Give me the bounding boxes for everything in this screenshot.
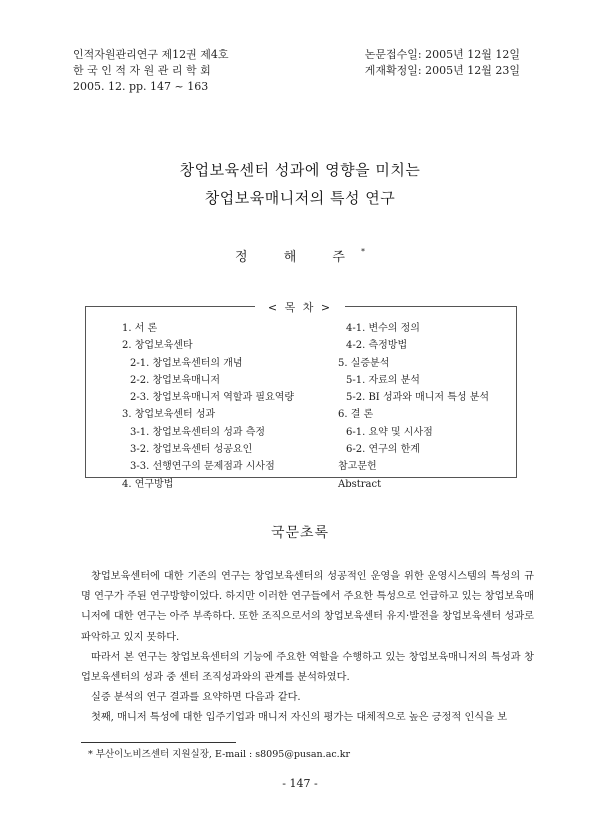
toc-right-column bbox=[338, 320, 489, 493]
toc-heading: < 목 차 > bbox=[255, 299, 345, 315]
toc-entry: 3. 창업보육센터 성과 bbox=[122, 409, 216, 421]
received-date: 논문접수일: 2005년 12월 12일 bbox=[364, 48, 520, 61]
toc-entry: Abstract bbox=[338, 478, 382, 490]
abstract-paragraph: 첫째, 매니저 특성에 대한 입주기업과 매니저 자신의 평가는 대체적으로 높은 긍정적 인식을 보 bbox=[91, 712, 508, 724]
toc-entry: 4. 연구방법 bbox=[122, 478, 174, 490]
journal-volume: 인적자원관리연구 제12권 제4호 bbox=[73, 48, 229, 61]
abstract-paragraph: 따라서 본 연구는 창업보육센터의 기능에 주요한 역할을 수행하고 있는 창업보육매니저의 특성과 창업보육센터의 성과 중 센터 조직성과와의 관계를 분석하였다. bbox=[81, 651, 534, 684]
toc-entry: 5. 실증분석 bbox=[338, 357, 390, 369]
submission-dates bbox=[365, 47, 520, 79]
toc-entry: 2. 창업보육센타 bbox=[122, 340, 193, 352]
toc-entry: 5-2. BI 성과와 매니저 특성 분석 bbox=[346, 392, 490, 404]
toc-entry: 2-2. 창업보육매니저 bbox=[130, 374, 221, 386]
accepted-date: 게재확정일: 2005년 12월 23일 bbox=[364, 64, 520, 77]
footnote-divider bbox=[81, 742, 236, 743]
author-footnote: * 부산이노비즈센터 지원실장, E-mail : s8095@pusan.ac.kr bbox=[88, 749, 350, 760]
toc-entry: 3-2. 창업보육센터 성공요인 bbox=[130, 444, 253, 456]
toc-entry: 3-1. 창업보육센터의 성과 측정 bbox=[130, 426, 266, 438]
abstract-body bbox=[81, 567, 534, 729]
toc-entry: 참고문헌 bbox=[338, 461, 377, 473]
toc-entry: 2-1. 창업보육센터의 개념 bbox=[130, 357, 243, 369]
toc-entry: 5-1. 자료의 분석 bbox=[346, 374, 420, 386]
toc-entry: 2-3. 창업보육매니저 역할과 필요역량 bbox=[130, 392, 295, 404]
author-name: 정 해 주 bbox=[235, 250, 361, 265]
toc-entry: 4-1. 변수의 정의 bbox=[346, 323, 420, 334]
journal-society: 한 국 인 적 자 원 관 리 학 회 bbox=[73, 64, 211, 77]
paper-title-line-1: 창업보육센터 성과에 영향을 미치는 bbox=[179, 161, 421, 179]
toc-left-column bbox=[122, 320, 294, 493]
toc-entry: 6-2. 연구의 한계 bbox=[346, 444, 420, 456]
journal-info bbox=[73, 47, 229, 95]
toc-entry: 6-1. 요약 및 시사점 bbox=[346, 426, 433, 438]
journal-pages: 2005. 12. pp. 147 ~ 163 bbox=[73, 80, 209, 93]
toc-entry: 6. 결 론 bbox=[338, 409, 374, 421]
abstract-paragraph: 실증 분석의 연구 결과를 요약하면 다음과 같다. bbox=[91, 692, 301, 704]
abstract-paragraph: 창업보육센터에 대한 기존의 연구는 창업보육센터의 성공적인 운영을 위한 운영시스템의 특성의 규명 연구가 주된 연구방향이었다. 하지만 이러한 연구들에서 주요한 특성으로 언급하고 있는 창업보육매니저에 대한 연구는 아주 부족하다. 또한 조직으로서의 창업보육센터 유지·발전을 창업보육센터 성과로 파악하고 있지 못하다. bbox=[81, 571, 534, 643]
author-footnote-mark: * bbox=[360, 246, 365, 256]
abstract-heading: 국문초록 bbox=[270, 525, 330, 541]
toc-entry: 4-2. 측정방법 bbox=[346, 340, 408, 352]
author bbox=[0, 246, 600, 265]
page-number: - 147 - bbox=[282, 777, 318, 790]
paper-title-line-2: 창업보육매니저의 특성 연구 bbox=[204, 189, 396, 207]
toc-entry: 1. 서 론 bbox=[122, 323, 158, 334]
toc-entry: 3-3. 선행연구의 문제점과 시사점 bbox=[130, 461, 275, 473]
